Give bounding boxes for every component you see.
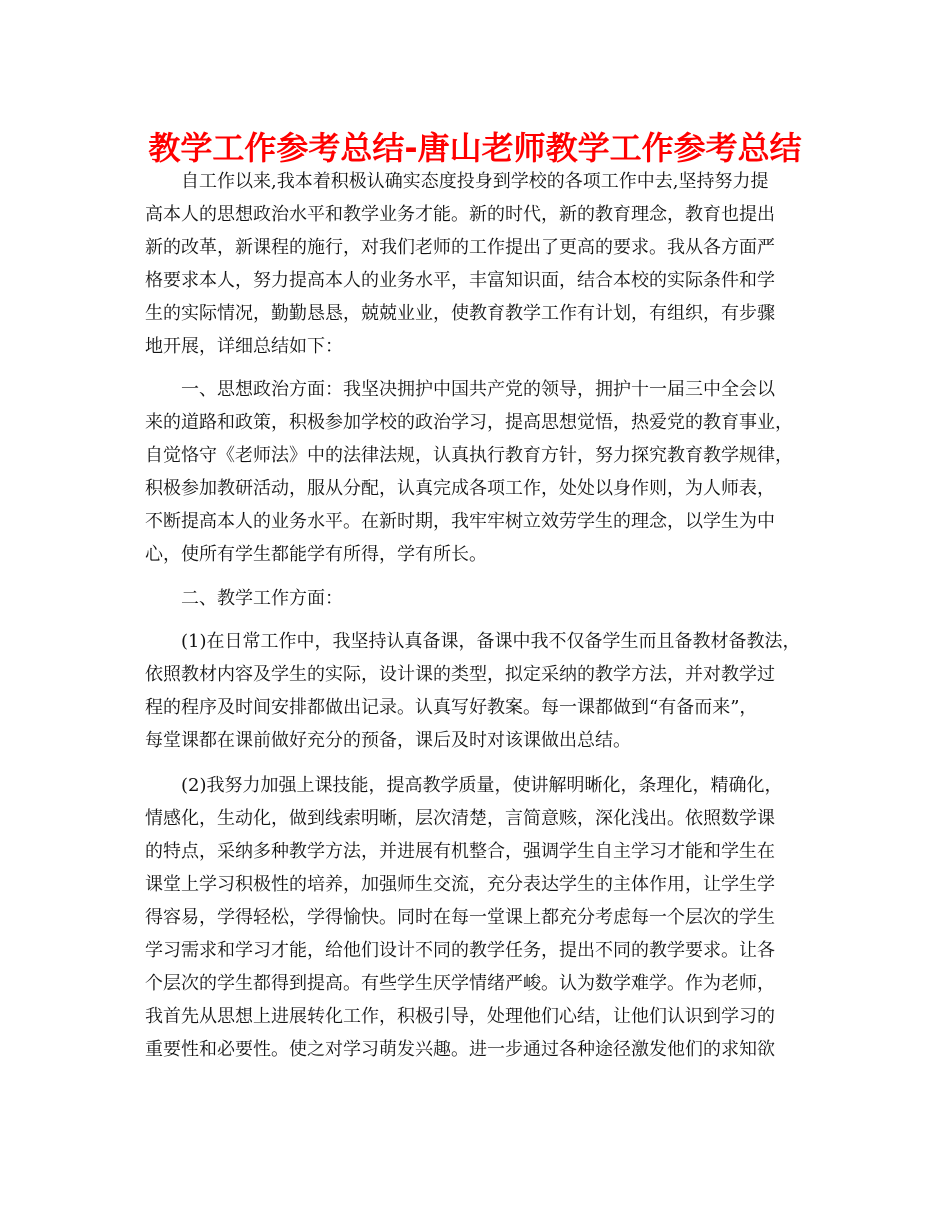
text-line: 心，使所有学生都能学有所得，学有所长。 xyxy=(145,544,487,565)
text-line: 地开展，详细总结如下： xyxy=(145,336,343,357)
text-line: 我首先从思想上进展转化工作，积极引导，处理他们心结，让他们认识到学习的 xyxy=(145,1006,775,1027)
text-line: 依照教材内容及学生的实际，设计课的类型，拟定采纳的教学方法，并对教学过 xyxy=(145,664,775,685)
text-line: 重要性和必要性。使之对学习萌发兴趣。进一步通过各种途径激发他们的求知欲 xyxy=(145,1039,775,1060)
text-line: 学习需求和学习才能，给他们设计不同的教学任务，提出不同的教学要求。让各 xyxy=(145,940,775,961)
text-line: 每堂课都在课前做好充分的预备，课后及时对该课做出总结。 xyxy=(145,730,631,751)
text-line: (1)在日常工作中，我坚持认真备课，备课中我不仅备学生而且备教材备教法， xyxy=(181,631,801,652)
text-line: 的特点，采纳多种教学方法，并进展有机整合，强调学生自主学习才能和学生在 xyxy=(145,841,775,862)
text-line: 一、思想政治方面：我坚决拥护中国共产党的领导，拥护十一届三中全会以 xyxy=(181,379,775,400)
text-line: 积极参加教研活动，服从分配，认真完成各项工作，处处以身作则，为人师表， xyxy=(145,478,775,499)
text-line: 个层次的学生都得到提高。有些学生厌学情绪严峻。认为数学难学。作为老师， xyxy=(145,973,775,994)
text-line: 自觉恪守《老师法》中的法律法规，认真执行教育方针，努力探究教育教学规律， xyxy=(145,445,793,466)
text-line: 生的实际情况，勤勤恳恳，兢兢业业，使教育教学工作有计划，有组织，有步骤 xyxy=(145,303,775,324)
document-title: 教学工作参考总结-唐山老师教学工作参考总结 xyxy=(148,129,802,167)
text-line: 不断提高本人的业务水平。在新时期，我牢牢树立效劳学生的理念，以学生为中 xyxy=(145,511,775,532)
text-line: 程的程序及时间安排都做出记录。认真写好教案。每一课都做到“有备而来”， xyxy=(145,697,758,718)
text-line: 得容易，学得轻松，学得愉快。同时在每一堂课上都充分考虑每一个层次的学生 xyxy=(145,907,775,928)
text-line: 格要求本人，努力提高本人的业务水平，丰富知识面，结合本校的实际条件和学 xyxy=(145,270,775,291)
text-line: (2)我努力加强上课技能，提高教学质量，使讲解明晰化，条理化，精确化， xyxy=(181,775,783,796)
text-line: 来的道路和政策，积极参加学校的政治学习，提高思想觉悟，热爱党的教育事业， xyxy=(145,412,793,433)
text-line: 课堂上学习积极性的培养，加强师生交流，充分表达学生的主体作用，让学生学 xyxy=(145,874,775,895)
text-line: 新的改革，新课程的施行，对我们老师的工作提出了更高的要求。我从各方面严 xyxy=(145,237,775,258)
text-line: 高本人的思想政治水平和教学业务才能。新的时代，新的教育理念，教育也提出 xyxy=(145,204,775,225)
text-line: 二、教学工作方面： xyxy=(181,588,343,609)
text-line: 自工作以来,我本着积极认确实态度投身到学校的各项工作中去,坚持努力提 xyxy=(181,171,769,192)
text-line: 情感化，生动化，做到线索明晰，层次清楚，言简意赅，深化浅出。依照数学课 xyxy=(145,808,775,829)
